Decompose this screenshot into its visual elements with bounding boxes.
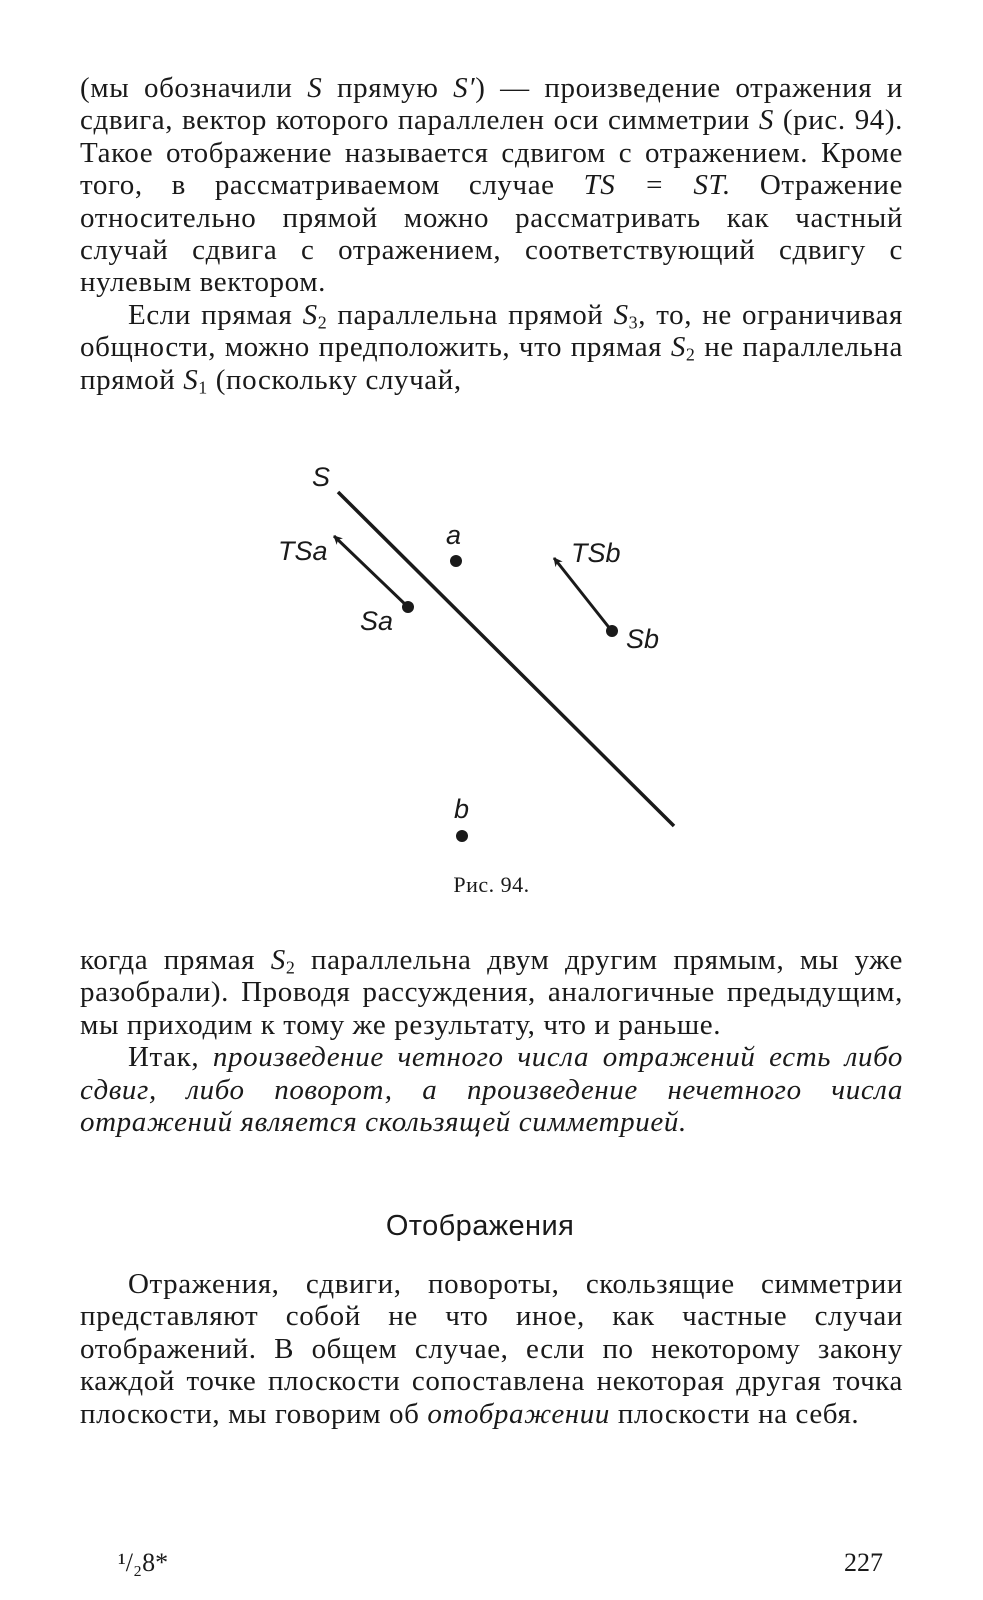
text-run: (поскольку случай, <box>207 363 462 396</box>
math-subscript: 2 <box>285 957 296 978</box>
text-run: Если прямая <box>128 298 303 331</box>
label-tsa: TSa <box>278 536 328 566</box>
paragraph-1 <box>80 72 903 299</box>
emphasized-term: отображении <box>427 1397 610 1430</box>
math-subscript: 2 <box>317 312 328 333</box>
point-sa <box>402 601 414 613</box>
math-symbol: S <box>270 944 286 976</box>
text-run: , то, не ограничивая общности, можно предположить, что прямая <box>80 298 903 364</box>
axis-line-s <box>338 492 674 826</box>
text-run: Отражения, сдвиги, повороты, скользящие симметрии представляют собой не что иное, как частные случаи отображений. В общем случае, если по некоторому закону каждой точке плоскости сопоставлена некоторая другая точка плоскости, мы говорим об <box>80 1268 903 1430</box>
emphasized-theorem: произведение четного числа отражений есть либо сдвиг, либо поворот, а произведение нечетного числа отражений является скользящей симметрией. <box>80 1041 904 1139</box>
math-symbol: S <box>613 298 629 331</box>
body-text-bottom <box>80 944 903 1138</box>
label-sa: Sa <box>360 606 394 636</box>
text-run: Итак, <box>128 1041 213 1074</box>
text-run: параллельна прямой <box>327 298 614 331</box>
math-symbol: S <box>302 298 318 331</box>
math-subscript: 1 <box>198 377 208 398</box>
paragraph-3 <box>80 944 903 1041</box>
label-tsb: TSb <box>571 538 621 568</box>
paragraph-5 <box>80 1268 903 1430</box>
math-subscript: 2 <box>685 344 696 365</box>
text-run: (рис. 94). Такое отображение называется сдвигом с отражением. Кроме того, в рассматриваемом случае <box>80 104 903 202</box>
text-run: плоскости на себя. <box>609 1397 860 1430</box>
page-number: 227 <box>844 1548 883 1577</box>
body-text-section <box>80 1268 903 1430</box>
paragraph-4 <box>80 1041 903 1138</box>
point-b <box>456 830 468 842</box>
text-run: Отражение относительно прямой можно рассматривать как частный случай сдвига с отражением, соответствующий сдвигу с нулевым вектором. <box>80 169 903 299</box>
math-symbol: S′ <box>453 72 476 104</box>
text-run: когда прямая <box>80 944 271 976</box>
label-b: b <box>454 794 470 824</box>
math-symbol: S <box>670 331 686 364</box>
label-a: a <box>446 520 462 550</box>
text-run: (мы обозначили <box>80 72 308 104</box>
math-equation: TS = ST. <box>583 169 731 202</box>
section-heading: Отображения <box>385 1210 575 1242</box>
vector-tsa-arrow <box>334 536 408 607</box>
figure-94 <box>260 450 720 860</box>
point-a <box>450 555 462 567</box>
signature-mark: ¹/₂8* <box>118 1548 169 1577</box>
math-subscript: 3 <box>628 312 639 333</box>
text-run: параллельна двум другим прямым, мы уже разобрали). Проводя рассуждения, аналогичные предыдущим, мы приходим к тому же результату, что и раньше. <box>80 944 903 1041</box>
math-symbol: S <box>183 363 199 396</box>
label-s: S <box>312 462 331 492</box>
math-symbol: S <box>758 104 774 137</box>
label-sb: Sb <box>626 624 660 654</box>
paragraph-2 <box>80 299 903 396</box>
vector-tsb-arrow <box>554 558 611 630</box>
math-symbol: S <box>307 72 323 104</box>
text-run: прямую <box>322 72 454 104</box>
point-sb <box>606 625 618 637</box>
body-text-top <box>80 72 903 396</box>
figure-caption: Рис. 94. <box>453 872 530 897</box>
text-run: не параллельна прямой <box>80 331 903 396</box>
text-run: ) — произведение отражения и сдвига, вектор которого параллелен оси симметрии <box>80 72 903 137</box>
